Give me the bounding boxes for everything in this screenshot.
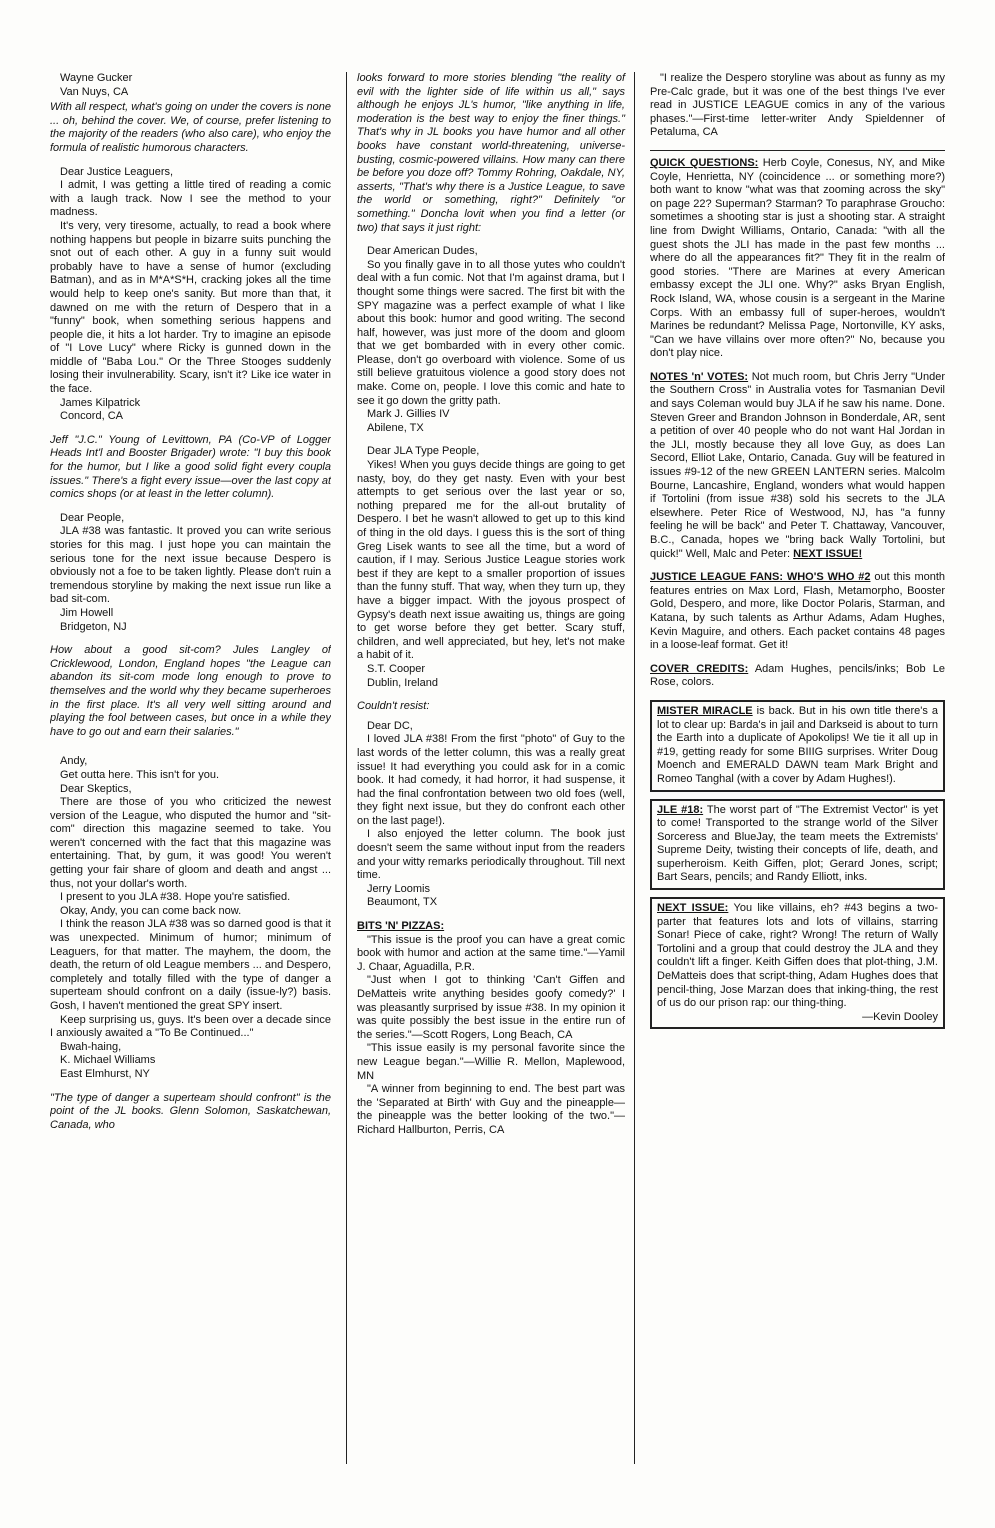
letter-signature-name: Wayne Gucker: [60, 72, 133, 84]
next-issue-text: You like villains, eh? #43 begins a two-parter that features lots and lots of villains, starring Sonar! Piece of cake, right? Wrong! The return of Wally Tortolini and a group that could destroy the JLA and they couldn't lift a finger. Keith Giffen does that plot-thing, J.M. DeMatteis does that script-thing, Adam Hughes does that pencil-thing, Jose Marzan does that inking-thing, the rest of us do our prison rap: our thing-thing.: [657, 902, 939, 1010]
reader-quote: "Just when I got to thinking 'Can't Giffen and DeMatteis write anything besides goofy comedy?' I was pleasantly surprised by issue #38. In my opinion it was quite possibly the best issue in the entire run of the series."—Scott Rogers, Long Beach, CA: [357, 974, 625, 1041]
next-issue-tag: NEXT ISSUE!: [793, 547, 863, 560]
letter-paragraph: I think the reason JLA #38 was so darned good is that it was unexpected. Minimum of humor; minimum of Leaguers, for that matter. The mayhem, the doom, the death, the return of old League members ... and Despero, completely and totally filled with the type of danger a superteam should confront on a daily (issue-ly?) basis. Gosh, I haven't mentioned the great SPY insert.: [50, 918, 331, 1012]
justice-league-fans-heading: JUSTICE LEAGUE FANS: WHO'S WHO #2: [650, 571, 871, 584]
letter-salutation: Dear Skeptics,: [60, 782, 132, 795]
letter-paragraph: JLA #38 was fantastic. It proved you can write serious stories for this mag. I just hope you can maintain the serious tone for the next issue because Despero is obviously not a foe to be taken lightly. Please don't ruin a tremendous storyline by making the next issue run like a bad sit-com.: [50, 525, 331, 606]
letter-mark-gillies: [357, 245, 625, 435]
cover-credits-text: Adam Hughes, pencils/inks; Bob Le Rose, colors.: [650, 662, 945, 689]
letter-signature-place: Van Nuys, CA: [60, 85, 129, 98]
letter-signature-place: Dublin, Ireland: [367, 676, 438, 689]
letter-signature-place: Abilene, TX: [367, 421, 424, 434]
letter-paragraph: Okay, Andy, you can come back now.: [60, 904, 242, 917]
jle-heading: JLE #18:: [657, 803, 704, 816]
bits-heading: BITS 'N' PIZZAS:: [357, 920, 445, 933]
jle-box: [650, 799, 945, 891]
letter-signature-name: Jerry Loomis: [367, 882, 430, 895]
reader-quote: "A winner from beginning to end. The best part was the 'Separated at Birth' with Guy and the pineapple—the pineapple was the better looking of the two."—Richard Hallburton, Perris, CA: [357, 1083, 625, 1136]
jle-text: The worst part of "The Extremist Vector" is yet to come! Transported to the strange world of the Silver Sorceress and BlueJay, the team meets the Extremists' Supreme Deity, twisting their concepts of life, death, and superheroism. Keith Giffen, plot; Gerard Jones, script; Bart Sears, pencils; and Randy Elliott, inks.: [657, 803, 939, 884]
letter-jerry-loomis: [357, 720, 625, 910]
editor-reply: With all respect, what's going on under the covers is none ... oh, behind the cover. We, of course, prefer listening to the majority of the readers (who also care), who enjoy the formula of realistic humorous characters.: [50, 101, 331, 154]
letters-column-1: [50, 72, 331, 1464]
letter-signature-name: S.T. Cooper: [367, 662, 426, 675]
cover-credits-heading: COVER CREDITS:: [650, 662, 749, 675]
reader-quote-block: [650, 72, 945, 140]
editor-reply: Jeff "J.C." Young of Levittown, PA (Co-VP of Logger Heads Int'l and Booster Brigader) wrote: "I buy this book for the humor, but I like a good solid fight every coupla issues." There's a fight every issue—over the last copy at comics shops (or at least in the letter column).: [50, 433, 331, 501]
letter-signature-place: Concord, CA: [60, 410, 123, 423]
letter-salutation: Dear DC,: [367, 719, 413, 732]
letter-salutation: Dear People,: [60, 511, 125, 524]
notes-n-votes-heading: NOTES 'n' VOTES:: [650, 370, 749, 383]
mister-miracle-box: [650, 700, 945, 792]
letter-signature-closing: Bwah-haing,: [60, 1040, 122, 1053]
letter-signature-name: Jim Howell: [60, 606, 114, 619]
letter-paragraph: So you finally gave in to all those yutes who couldn't deal with a fun comic. Not that I'm against drama, but I thought some things were sacred. The first bit with the SPY magazine was a perfect example of what I like about this book: humor and good writing. The second half, however, was just more of the doom and gloom that we get bombarded with in every other comic. Please, don't go overboard with violence. Some of us still believe gratuitous violence a good story does not make. Come on, people. I love this comic and hate to see it go down the gritty path.: [357, 258, 625, 407]
mister-miracle-heading: MISTER MIRACLE: [657, 704, 753, 717]
editor-reply: "The type of danger a superteam should confront" is the point of the JL books. Glenn Solomon, Saskatchewan, Canada, who: [50, 1091, 331, 1131]
letter-signature-name: James Kilpatrick: [60, 396, 141, 409]
editor-reply: How about a good sit-com? Jules Langley of Cricklewood, London, England hopes "the League can abandon its sit-com mode long enough to prove to themselves and the world why they became superheroes in the first place. It's all very well sitting around and playing the fool between cases, but once in a while they have to go out and earn their salaries.": [50, 644, 331, 738]
letter-signature-place: East Elmhurst, NY: [60, 1067, 150, 1080]
letter-signature-place: Bridgeton, NJ: [60, 620, 127, 633]
bits-n-pizzas-section: [357, 920, 625, 1138]
editor-reply: Couldn't resist:: [357, 700, 430, 713]
letter-signature-name: K. Michael Williams: [60, 1054, 156, 1067]
letter-paragraph: I admit, I was getting a little tired of reading a comic with a laugh track. Now I see the method to your madness.: [50, 179, 331, 219]
letter-paragraph: I also enjoyed the letter column. The book just doesn't seem the same without input from the readers and your witty remarks periodically throughout. Till next time.: [357, 828, 625, 882]
next-issue-heading: NEXT ISSUE:: [657, 902, 729, 915]
justice-league-fans-text: out this month features entries on Max Lord, Flash, Metamorpho, Booster Gold, Despero, and more, like Doctor Polaris, Starman, and Katana, by such talents as Arthur Adams, Adam Hughes, Kevin Maguire, and others. Each packet contains 48 pages in a loose-leaf format. Get it!: [650, 571, 945, 652]
letters-column-3: [650, 72, 945, 1464]
letter-salutation: Andy,: [60, 755, 88, 768]
letter-paragraph: Yikes! When you guys decide things are going to get nasty, boy, do they get nasty. Even with your best attempts to get serious over the last year or so, nothing prepared me for the all-out brutality of Despero. I bet he wasn't allowed to get up to this kind of thing in the old days. I guess this is the sort of thing Greg Lisek wants to see all the time, but a word of caution, if I may. Serious Justice League stories work best if they are kept to a smaller proportion of issues than the funny stuff. That way, when they turn up, they have a bigger impact. With the joyous prospect of Gypsy's death next issue awaiting us, things are going to get worse before they get better. Scary stuff, children, and well appreciated, but hey, let's not make a habit of it.: [357, 459, 625, 662]
section-divider: [650, 150, 945, 151]
justice-league-fans-section: [650, 571, 945, 653]
letter-paragraph: There are those of you who criticized the newest version of the League, who disputed the humor and "sit-com" direction this magazine seemed to take. You weren't concerned with the fact that this magazine was entertaining. That, by gum, it was good! You weren't getting your fair share of gloom and death and angst ... thus, not your dollar's worth.: [50, 796, 331, 890]
letter-paragraph: I present to you JLA #38. Hope you're satisfied.: [60, 891, 291, 904]
quick-questions-heading: QUICK QUESTIONS:: [650, 156, 759, 169]
letter-st-cooper: [357, 445, 625, 690]
letter-salutation: Dear Justice Leaguers,: [60, 165, 174, 178]
reader-quote: "This issue is the proof you can have a great comic book with humor and action at the same time."—Yamil J. Chaar, Aguadilla, P.R.: [357, 933, 625, 973]
letter-paragraph: Keep surprising us, guys. It's been over a decade since I anxiously awaited a "To Be Continued...": [50, 1013, 331, 1040]
letter-james-kilpatrick: [50, 166, 331, 424]
letter-signature-place: Beaumont, TX: [367, 896, 438, 909]
letter-salutation: Dear American Dudes,: [367, 245, 478, 258]
letter-salutation: Dear JLA Type People,: [367, 445, 480, 458]
letter-signature-block: [50, 72, 331, 99]
letter-signature-name: Mark J. Gillies IV: [367, 408, 450, 421]
cover-credits-section: [650, 663, 945, 690]
letter-paragraph: Get outta here. This isn't for you.: [60, 768, 220, 781]
next-issue-box: [650, 897, 945, 1029]
letter-paragraph: It's very, very tiresome, actually, to read a book where nothing happens but people in bizarre suits punching the snot out of each other. A guy in a funny suit would probably have to have a sense of humor (excluding Batman), and as in M*A*S*H, cracking jokes all the time would help to keep one's sanity. But more than that, it dawned on me with the return of Despero that in a "funny" book, when something serious happens and people die, it hits a lot harder. Try to imagine an episode of "I Love Lucy" where Ricky is gunned down in the middle of "Baba Lou." Or the Three Stooges suddenly losing their invulnerability. Scary, isn't it? Like ice water in the face.: [50, 219, 331, 396]
quick-questions-section: [650, 157, 945, 361]
letter-jim-howell: [50, 512, 331, 634]
editor-reply: looks forward to more stories blending "the reality of evil with the lighter side of life within us all," says although he enjoys JL's humor, "like anything in life, moderation is the best way to enjoy the finer things." That's why in JL books you have humor and all other books have constant world-threatening, universe-busting, cosmic-powered villains. How many can there be before you doze off? Tommy Rohring, Oakdale, NY, asserts, "That's why there is a Justice League, to save the world or something, right?" Definitely "or something." Doncha lovit when you find a letter (or two) that says it just right:: [357, 72, 625, 234]
reader-quote: "I realize the Despero storyline was about as funny as my Pre-Calc grade, but it was one of the best things I've ever read in JUSTICE LEAGUE comics in any of the various phases."—First-time letter-writer Andy Spieldenner of Petaluma, CA: [650, 72, 945, 139]
notes-n-votes-text: Not much room, but Chris Jerry "Under the Southern Cross" in Australia votes for Tasmanian Devil and says Coleman would buy JLA if he saw his name. Done. Steven Greer and Brandon Johnson in Bonderdale, AR, sent a petition of over 40 people who do not want Hal Jordan in the JLI, mostly because they all love Guy, as does Lan Secord, Elliot Lake, Ontario, Canada. Guy will be featured in issues #9-12 of the new GREEN LANTERN series. Malcolm Bourne, Lancashire, England, wonders what would happen if Tortolini (from issue #38) sold his secrets to the JLA elsewhere. Peter Rice of Westwood, NJ, has "a funny feeling he will be back" and Peter T. Chattaway, Vancouver, B.C., Canada, hopes we "bring back Wally Tortolini, but quick!" Well, Malc and Peter:: [650, 370, 945, 560]
quick-questions-text: Herb Coyle, Conesus, NY, and Mike Coyle, Henrietta, NY (coincidence ... or something more?) both want to know "what was that zooming across the sky" on page 22? Superman? Starman? To paraphrase Groucho: sometimes a shooting star is just a shooting star. A straight line from Dwight Williams, Ontario, Canada: "with all the guest shots the JLI has made in the past few months ... where do all the appearances fit?" They fit in the realm of good stories. "There are Marines at every American embassy except the JLI one. Why?" asks Bryan English, Rock Island, WA, whose cousin is a sergeant in the Marine Corps. With an embassy full of super-heroes, wouldn't Marines be redundant? Melissa Page, Nortonville, KY asks, "Can we have villains over more often?" No, because you don't play nice.: [650, 156, 945, 360]
letters-column-2: [346, 72, 635, 1464]
letter-k-michael-williams: [50, 755, 331, 1081]
mister-miracle-text: is back. But in his own title there's a lot to clear up: Barda's in jail and Darkseid is about to turn the Earth into a duplicate of Apokolips! We tie it all up in #19, getting ready for some BIIIG surprises. Writer Doug Moench and EMERALD DAWN team Mark Bright and Romeo Tanghal (with a cover by Adam Hughes!).: [657, 704, 938, 785]
notes-n-votes-section: [650, 371, 945, 561]
letter-paragraph: I loved JLA #38! From the first "photo" of Guy to the last words of the letter column, this was a really great issue! It had everything you could ask for in a comic book. It had comedy, it had horror, it had suspense, it had the final confrontation between two old foes (well, they fight next issue, but they do confront each other on the last page!).: [357, 733, 625, 827]
editor-signature: —Kevin Dooley: [862, 1010, 938, 1023]
reader-quote: "This issue easily is my personal favorite since the new League began."—Willie R. Mellon, Maplewood, MN: [357, 1042, 625, 1082]
section-heading: [357, 920, 625, 934]
